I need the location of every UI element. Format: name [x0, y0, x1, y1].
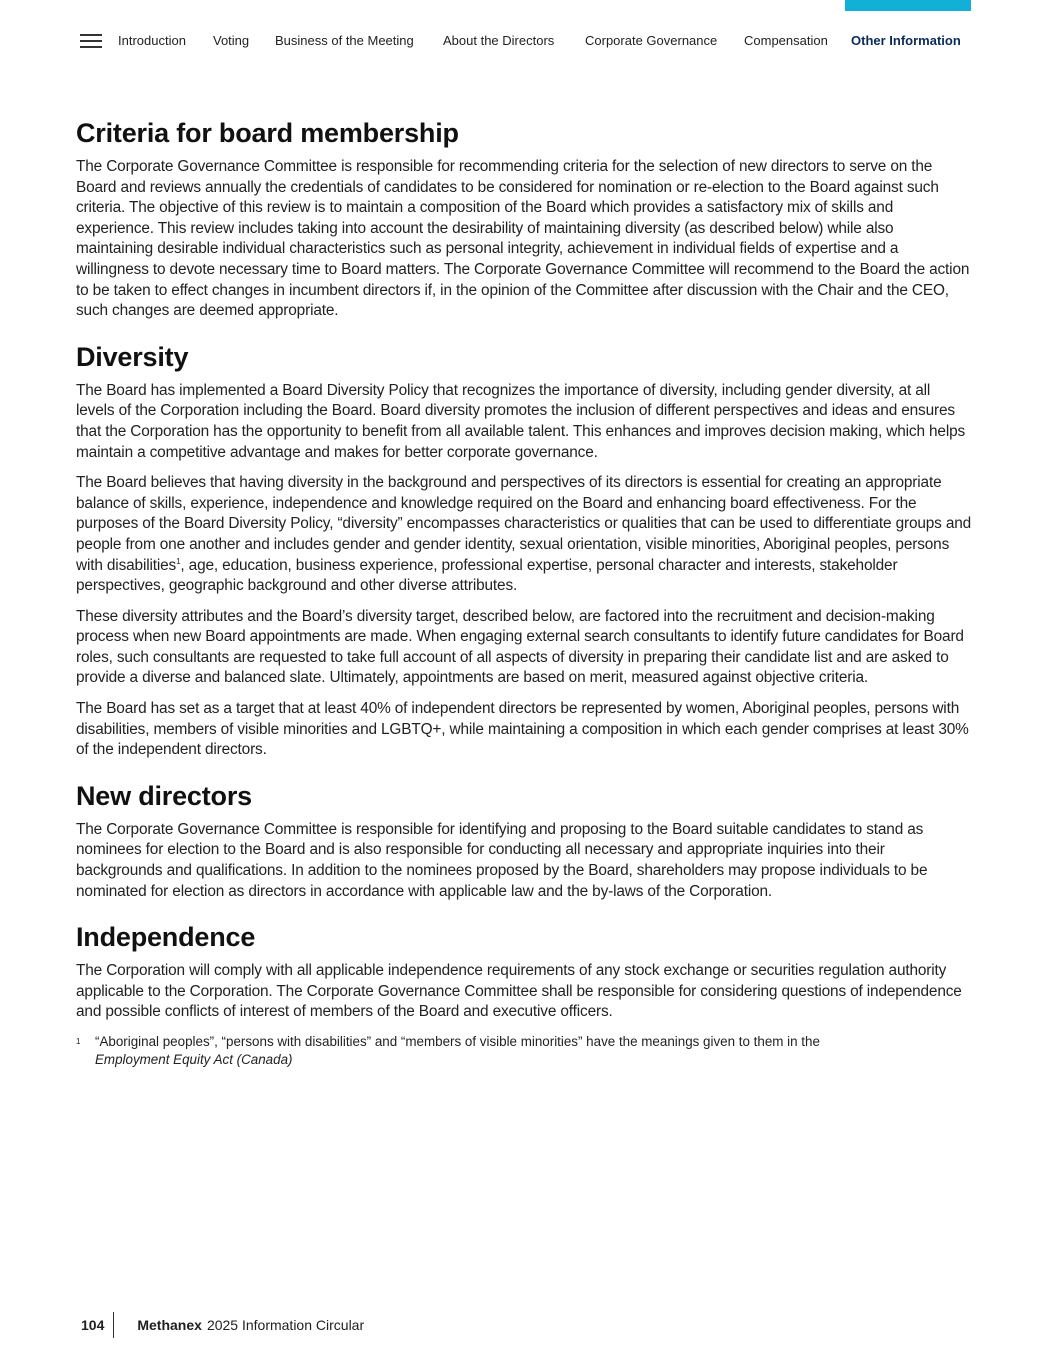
nav-item-corporate-governance[interactable]: Corporate Governance [585, 33, 718, 48]
paragraph: The Corporate Governance Committee is responsible for identifying and proposing to the Board suitable candidates to stand as nominees for election to the Board and is also responsible for conducting all necessary and appropriate inquiries into their backgrounds and qualifications. In addition to the nominees proposed by the Board, shareholders may propose individuals to be nominated for election as directors in accordance with applicable law and the by-laws of the Corporation. [76, 820, 928, 900]
nav-item-compensation[interactable]: Compensation [744, 33, 828, 48]
nav-item-voting[interactable]: Voting [213, 33, 250, 48]
header-accent-bar [845, 0, 971, 11]
footnote-reference[interactable]: 1 [176, 556, 181, 566]
top-navigation [80, 28, 118, 54]
document-title: 2025 Information Circular [206, 1317, 365, 1333]
paragraph: The Corporate Governance Committee is responsible for recommending criteria for the selection of new directors to serve on the Board and reviews annually the credentials of candidates to be considered for nomination or re-election to the Board against such criteria. The objective of this review is to maintain a composition of the Board which provides a satisfactory mix of skills and experience. This review includes taking into account the desirability of maintaining diversity (as described below) while also maintaining desirable individual characteristics such as personal integrity, achievement in individual fields of expertise and a willingness to devote necessary time to Board matters. The Corporate Governance Committee will recommend to the Board the action to be taken to effect changes in incumbent directors if, in the opinion of the Committee after discussion with the Chair and the CEO, such changes are deemed appropriate. [76, 158, 970, 320]
section-heading: Criteria for board membership [76, 118, 459, 148]
page-number: 104 [81, 1317, 105, 1333]
brand-name: Methanex [137, 1317, 202, 1333]
nav-item-other-information[interactable]: Other Information [851, 33, 961, 48]
footnote-number: 1 [76, 1037, 81, 1046]
section-new-directors [76, 781, 972, 902]
section-heading: Diversity [76, 341, 189, 372]
paragraph: The Board has implemented a Board Diversity Policy that recognizes the importance of diversity, including gender diversity, at all levels of the Corporation including the Board. Board diversity promotes the inclusion of different perspectives and ideas and ensures that the Corporation has the opportunity to benefit from all available talent. This enhances and improves decision making, which helps maintain a competitive advantage and makes for better corporate governance. [76, 381, 966, 461]
paragraph: The Corporation will comply with all applicable independence requirements of any stock exchange or securities regulation authority applicable to the Corporation. The Corporate Governance Committee shall be responsible for considering questions of independence and possible conflicts of interest of members of the Board and executive officers. [76, 962, 962, 1021]
footnote [76, 1033, 972, 1069]
nav-item-introduction[interactable]: Introduction [118, 33, 186, 48]
nav-item-about-the-directors[interactable]: About the Directors [443, 33, 555, 48]
section-independence [76, 922, 972, 1023]
paragraph-with-footnote-ref [76, 473, 972, 597]
paragraph: These diversity attributes and the Board’s diversity target, described below, are factored into the recruitment and decision-making process when new Board appointments are made. When engaging external search consultants to identify future candidates for Board roles, such consultants are requested to take full account of all aspects of diversity in preparing their candidate list and are asked to provide a diverse and balanced slate. Ultimately, appointments are based on merit, measured against objective criteria. [76, 607, 964, 687]
page-footer [81, 1312, 364, 1338]
section-diversity [76, 342, 972, 761]
footer-divider [113, 1312, 114, 1338]
section-heading: New directors [76, 780, 252, 811]
main-content [76, 118, 972, 1069]
section-criteria [76, 118, 972, 322]
paragraph: The Board has set as a target that at least 40% of independent directors be represented by women, Aboriginal peoples, persons with disabilities, members of visible minorities and LGBTQ+, while maintaining a composition in which each gender comprises at least 30% of the independent directors. [76, 700, 969, 759]
footnote-text: “Aboriginal peoples”, “persons with disabilities” and “members of visible minorities” have the meanings given to them in the [95, 1034, 820, 1049]
footnote-body [95, 1033, 820, 1069]
paragraph-text: The Board believes that having diversity in the background and perspectives of its directors is essential for creating an appropriate balance of skills, experience, independence and knowledge required on the Board and enhancing board effectiveness. For the purposes of the Board Diversity Policy, “diversity” encompasses characteristics or qualities that can be used to differentiate groups and people from one another and includes gender and gender identity, sexual orientation, visible minorities, Aboriginal peoples, persons with disabilities [76, 474, 972, 574]
nav-item-business-of-the-meeting[interactable]: Business of the Meeting [275, 33, 414, 48]
hamburger-menu-icon[interactable] [80, 34, 102, 48]
paragraph-text: , age, education, business experience, professional expertise, personal character and interests, stakeholder perspectives, geographic background and other diverse attributes. [76, 556, 898, 595]
footnote-source: Employment Equity Act (Canada) [95, 1052, 293, 1067]
section-heading: Independence [76, 922, 256, 953]
